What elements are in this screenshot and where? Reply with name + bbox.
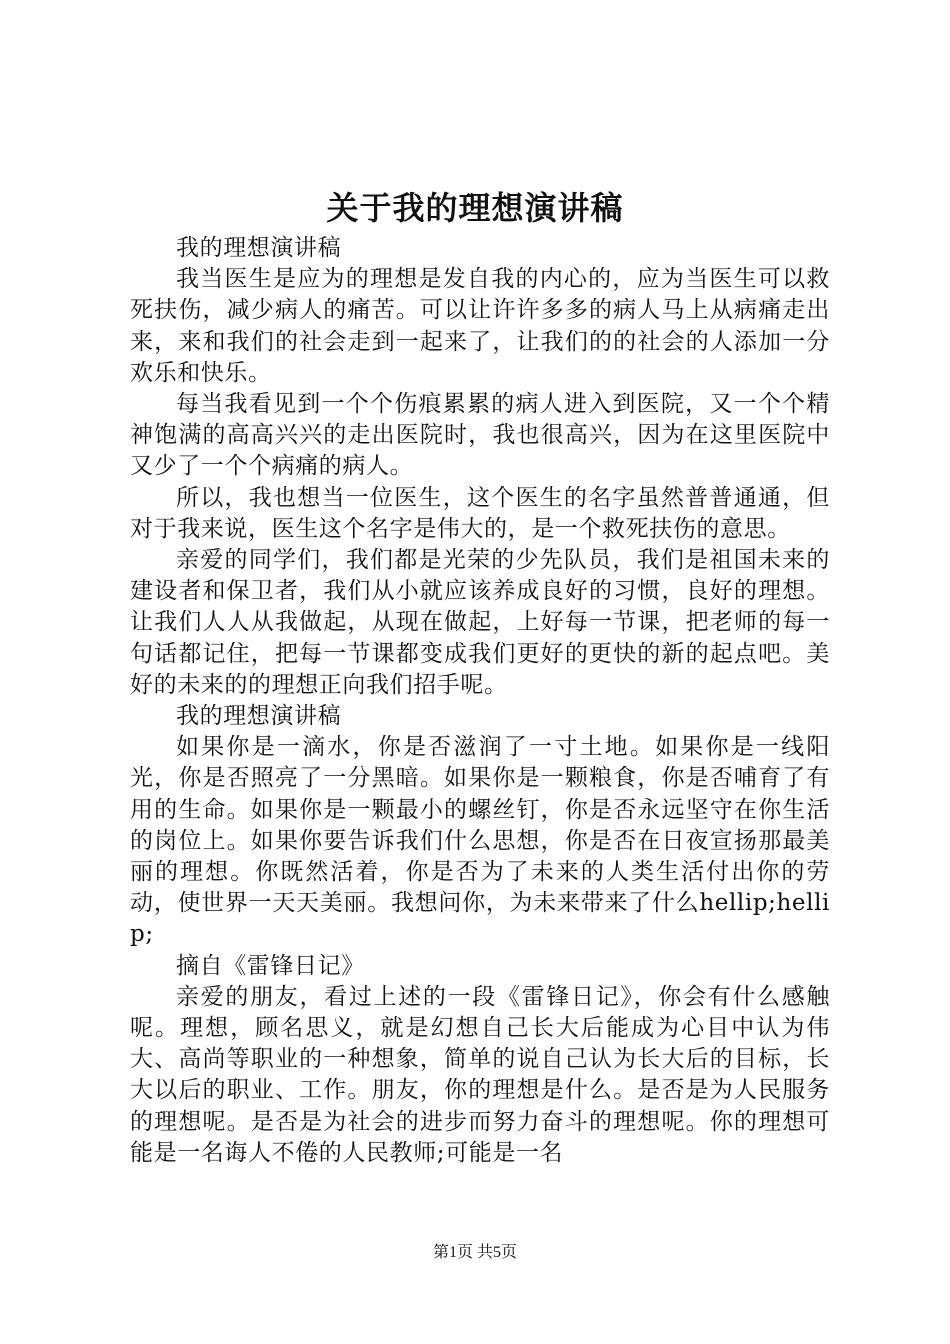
paragraph: 亲爱的朋友，看过上述的一段《雷锋日记》，你会有什么感触呢。理想，顾名思义，就是幻想自己长大后能成为心目中认为伟大、高尚等职业的一种想象，简单的说自己认为长大后的目标，长大以后的职业、工作。朋友，你的理想是什么。是否是为人民服务的理想呢。是否是为社会的进步而努力奋斗的理想呢。你的理想可能是一名诲人不倦的人民教师;可能是一名 xyxy=(130,983,830,1166)
paragraph: 如果你是一滴水，你是否滋润了一寸土地。如果你是一线阳光，你是否照亮了一分黑暗。如果你是一颗粮食，你是否哺育了有用的生命。如果你是一颗最小的螺丝钉，你是否永远坚守在你生活的岗位上。如果你要告诉我们什么思想，你是否在日夜宣扬那最美丽的理想。你既然活着，你是否为了未来的人类生活付出你的劳动，使世界一天天美丽。我想问你，为未来带来了什么hellip;hellip; xyxy=(130,734,830,948)
paragraph: 我当医生是应为的理想是发自我的内心的，应为当医生可以救死扶伤，减少病人的痛苦。可以让许许多多的病人马上从病痛走出来，来和我们的社会走到一起来了，让我们的的社会的人添加一分欢乐和快乐。 xyxy=(130,266,830,386)
paragraph-heading: 我的理想演讲稿 xyxy=(176,703,342,730)
paragraph-heading: 我的理想演讲稿 xyxy=(176,235,342,261)
paragraph: 每当我看见到一个个伤痕累累的病人进入到医院，又一个个精神饱满的高高兴兴的走出医院时，我也很高兴，因为在这里医院中又少了一个个病痛的病人。 xyxy=(130,391,830,480)
document-title: 关于我的理想演讲稿 xyxy=(326,189,624,227)
paragraph-source: 摘自《雷锋日记》 xyxy=(176,952,365,979)
document-body xyxy=(130,233,830,1169)
page-footer: 第1页 共5页 xyxy=(432,1244,517,1261)
paragraph: 所以，我也想当一位医生，这个医生的名字虽然普普通通，但对于我来说，医生这个名字是伟大的，是一个救死扶伤的意思。 xyxy=(130,484,830,542)
paragraph: 亲爱的同学们，我们都是光荣的少先队员，我们是祖国未来的建设者和保卫者，我们从小就应该养成良好的习惯，良好的理想。让我们人人从我做起，从现在做起，上好每一节课，把老师的每一句话都记住，把每一节课都变成我们更好的更快的新的起点吧。美好的未来的的理想正向我们招手呢。 xyxy=(130,547,830,698)
